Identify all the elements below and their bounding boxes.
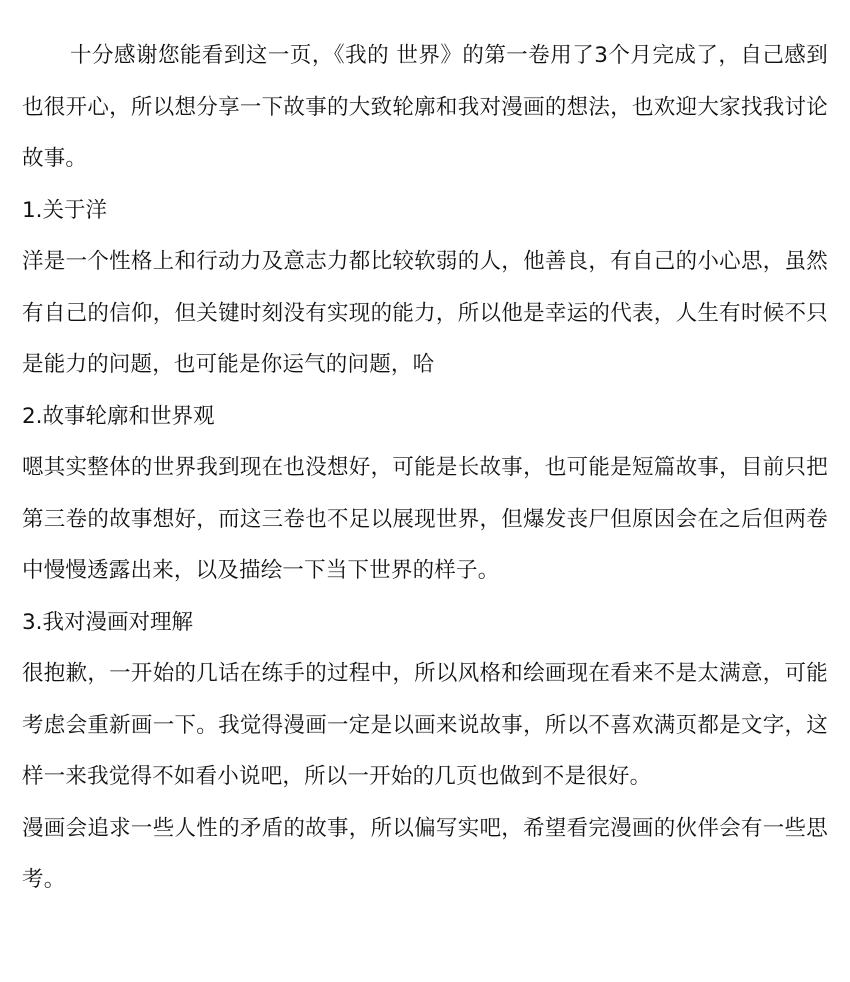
section-heading-about-yang: 1.关于洋	[22, 197, 108, 223]
section-heading-story-outline: 2.故事轮廓和世界观	[22, 403, 215, 429]
closing-paragraph: 漫画会追求一些人性的矛盾的故事，所以偏写实吧，希望看完漫画的伙伴会有一些思考。	[22, 815, 828, 892]
section-body-about-yang: 洋是一个性格上和行动力及意志力都比较软弱的人，他善良，有自己的小心思，虽然有自己的信仰，但关键时刻没有实现的能力，所以他是幸运的代表，人生有时候不只是能力的问题，也可能是你运气的问题，哈	[22, 249, 828, 377]
section-body-manga-understanding: 很抱歉，一开始的几话在练手的过程中，所以风格和绘画现在看来不是太满意，可能考虑会重新画一下。我觉得漫画一定是以画来说故事，所以不喜欢满页都是文字，这样一来我觉得不如看小说吧，所以一开始的几页也做到不是很好。	[22, 661, 828, 789]
section-heading-manga-understanding: 3.我对漫画对理解	[22, 609, 194, 635]
section-body-story-outline: 嗯其实整体的世界我到现在也没想好，可能是长故事，也可能是短篇故事，目前只把第三卷的故事想好，而这三卷也不足以展现世界，但爆发丧尸但原因会在之后但两卷中慢慢透露出来，以及描绘一下当下世界的样子。	[22, 455, 828, 583]
intro-paragraph: 十分感谢您能看到这一页，《我的 世界》的第一卷用了3个月完成了，自己感到也很开心，所以想分享一下故事的大致轮廓和我对漫画的想法，也欢迎大家找我讨论故事。	[22, 43, 828, 171]
document-body	[22, 30, 828, 906]
